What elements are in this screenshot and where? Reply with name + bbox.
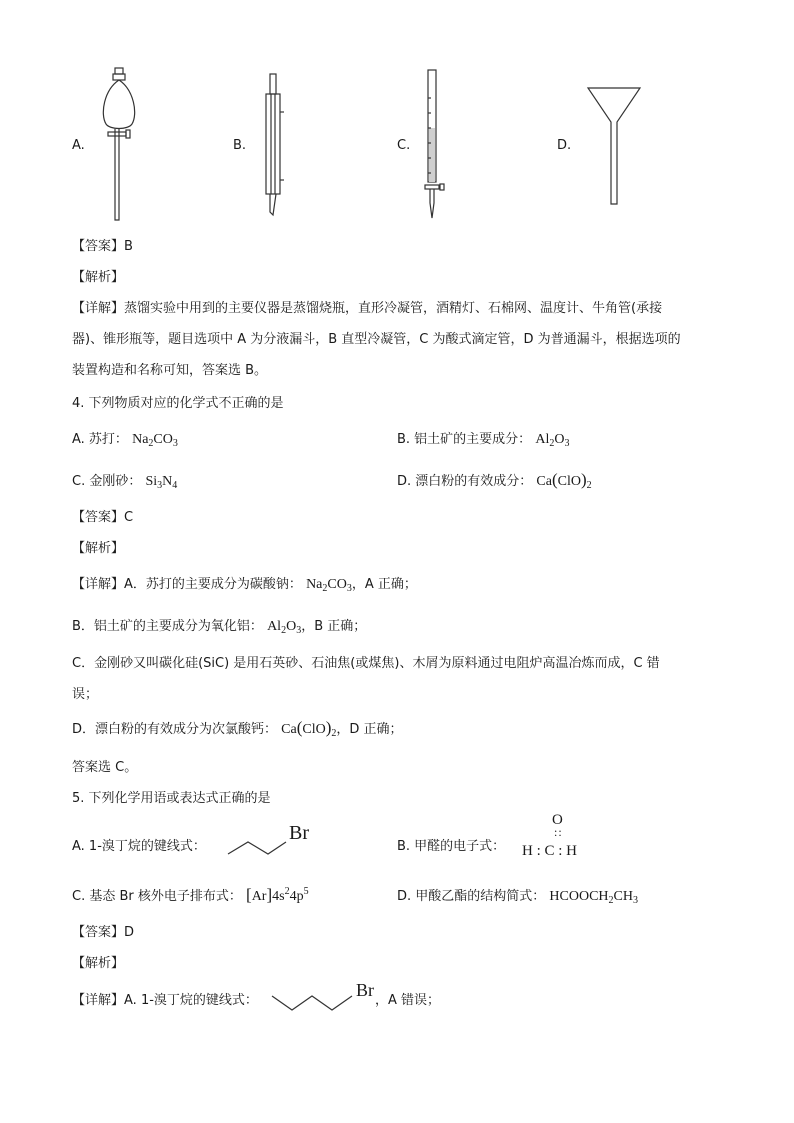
answer-value: D — [124, 925, 135, 940]
bromine-label: Br — [289, 822, 309, 844]
q4-detail-a — [72, 573, 417, 594]
option-label: A. 苏打： — [72, 432, 128, 447]
q4-answer — [72, 506, 133, 525]
q5-option-b — [397, 835, 505, 854]
q3-detail-line-1 — [72, 297, 662, 316]
detail-tag: 【详解】 — [72, 301, 125, 316]
formula-ethyl-formate: $HCOOCH_2CH_3$ — [549, 889, 638, 906]
answer-tag: 【答案】 — [72, 239, 125, 254]
bromine-electron-configuration: $[Ar]4s^24p^5$ — [246, 885, 309, 904]
formula-silicon-nitride: $Si_3N_4$ — [145, 474, 178, 491]
q5-option-d — [397, 885, 638, 906]
q4-option-b — [397, 428, 569, 449]
q3-detail-line-3: 装置构造和名称可知，答案选 B。 — [72, 363, 268, 378]
answer-tag: 【答案】 — [72, 510, 125, 525]
option-label: B. 甲醛的电子式： — [397, 839, 506, 854]
answer-value: C — [124, 510, 134, 525]
q5-answer — [72, 921, 134, 940]
detail-end: ，B 正确； — [301, 619, 367, 634]
option-label: B. 铝土矿的主要成分： — [397, 432, 532, 447]
q5-analysis-tag: 【解析】 — [72, 956, 125, 971]
straight-condenser-icon — [262, 72, 292, 218]
formula-calcium-hypochlorite: $Ca(ClO)_2$ — [281, 718, 337, 739]
detail-tag: 【详解】 — [72, 993, 125, 1008]
detail-text: A. 1-溴丁烷的键线式： — [124, 993, 258, 1008]
q4-conclusion: 答案选 C。 — [72, 760, 138, 775]
formula-aluminium-oxide: $Al_2O_3$ — [267, 619, 302, 636]
q5-option-a — [72, 835, 206, 854]
q3-answer — [72, 235, 133, 254]
formula-aluminium-oxide: $Al_2O_3$ — [535, 432, 570, 449]
q4-option-c — [72, 470, 177, 491]
q4-option-a — [72, 428, 178, 449]
answer-value: B — [124, 239, 133, 254]
q5-detail-a — [72, 989, 258, 1008]
q4-stem: 4. 下列物质对应的化学式不正确的是 — [72, 396, 284, 411]
bromine-label: Br — [356, 980, 374, 1000]
option-d-label: D. — [557, 138, 572, 153]
q5-stem: 5. 下列化学用语或表达式正确的是 — [72, 791, 271, 806]
option-label: A. 1-溴丁烷的键线式： — [72, 839, 206, 854]
detail-tag: 【详解】 — [72, 577, 125, 592]
acid-burette-icon — [420, 68, 450, 222]
q4-option-d — [397, 470, 592, 491]
q4-analysis-tag: 【解析】 — [72, 541, 125, 556]
option-b-label: B. — [233, 138, 247, 153]
detail-end: ，A 错误； — [375, 993, 441, 1008]
detail-text: D．漂白粉的有效成分为次氯酸钙： — [72, 722, 278, 737]
q4-detail-c-line-2: 误； — [72, 687, 99, 702]
option-label: C. 金刚砂： — [72, 474, 142, 489]
option-c-label: C. — [397, 138, 411, 153]
formula-sodium-carbonate: $Na_2CO_3$ — [132, 432, 178, 449]
q3-detail-line-2: 器)、锥形瓶等，题目选项中 A 为分液漏斗，B 直型冷凝管，C 为酸式滴定管，D 为普通漏斗，根据选项的 — [72, 332, 681, 347]
option-label: D. 漂白粉的有效成分： — [397, 474, 533, 489]
bromobutane-skeletal-formula-icon — [270, 986, 366, 1016]
detail-end: ，D 正确； — [336, 722, 403, 737]
q5-option-c — [72, 885, 309, 905]
separatory-funnel-icon — [96, 66, 146, 224]
detail-text: A．苏打的主要成分为碳酸钠： — [124, 577, 302, 592]
detail-text: B．铝土矿的主要成分为氧化铝： — [72, 619, 263, 634]
formula-sodium-carbonate: $Na_2CO_3$ — [306, 577, 352, 594]
option-label: D. 甲酸乙酯的结构简式： — [397, 889, 546, 904]
formula-calcium-hypochlorite: $Ca(ClO)_2$ — [536, 470, 592, 491]
funnel-icon — [586, 86, 642, 206]
answer-tag: 【答案】 — [72, 925, 125, 940]
detail-end: ，A 正确； — [351, 577, 417, 592]
q3-analysis-tag: 【解析】 — [72, 270, 125, 285]
q4-detail-b — [72, 615, 366, 636]
detail-text: 蒸馏实验中用到的主要仪器是蒸馏烧瓶，直形冷凝管，酒精灯、石棉网、温度计、牛角管(承接 — [124, 301, 663, 316]
option-label: C. 基态 Br 核外电子排布式： — [72, 889, 242, 904]
q4-detail-c-line-1: C．金刚砂又叫碳化硅(SiC) 是用石英砂、石油焦(或煤焦)、木屑为原料通过电阻炉高温冶炼而成，C 错 — [72, 656, 660, 671]
q4-detail-d — [72, 718, 403, 739]
option-a-label: A. — [72, 138, 85, 153]
